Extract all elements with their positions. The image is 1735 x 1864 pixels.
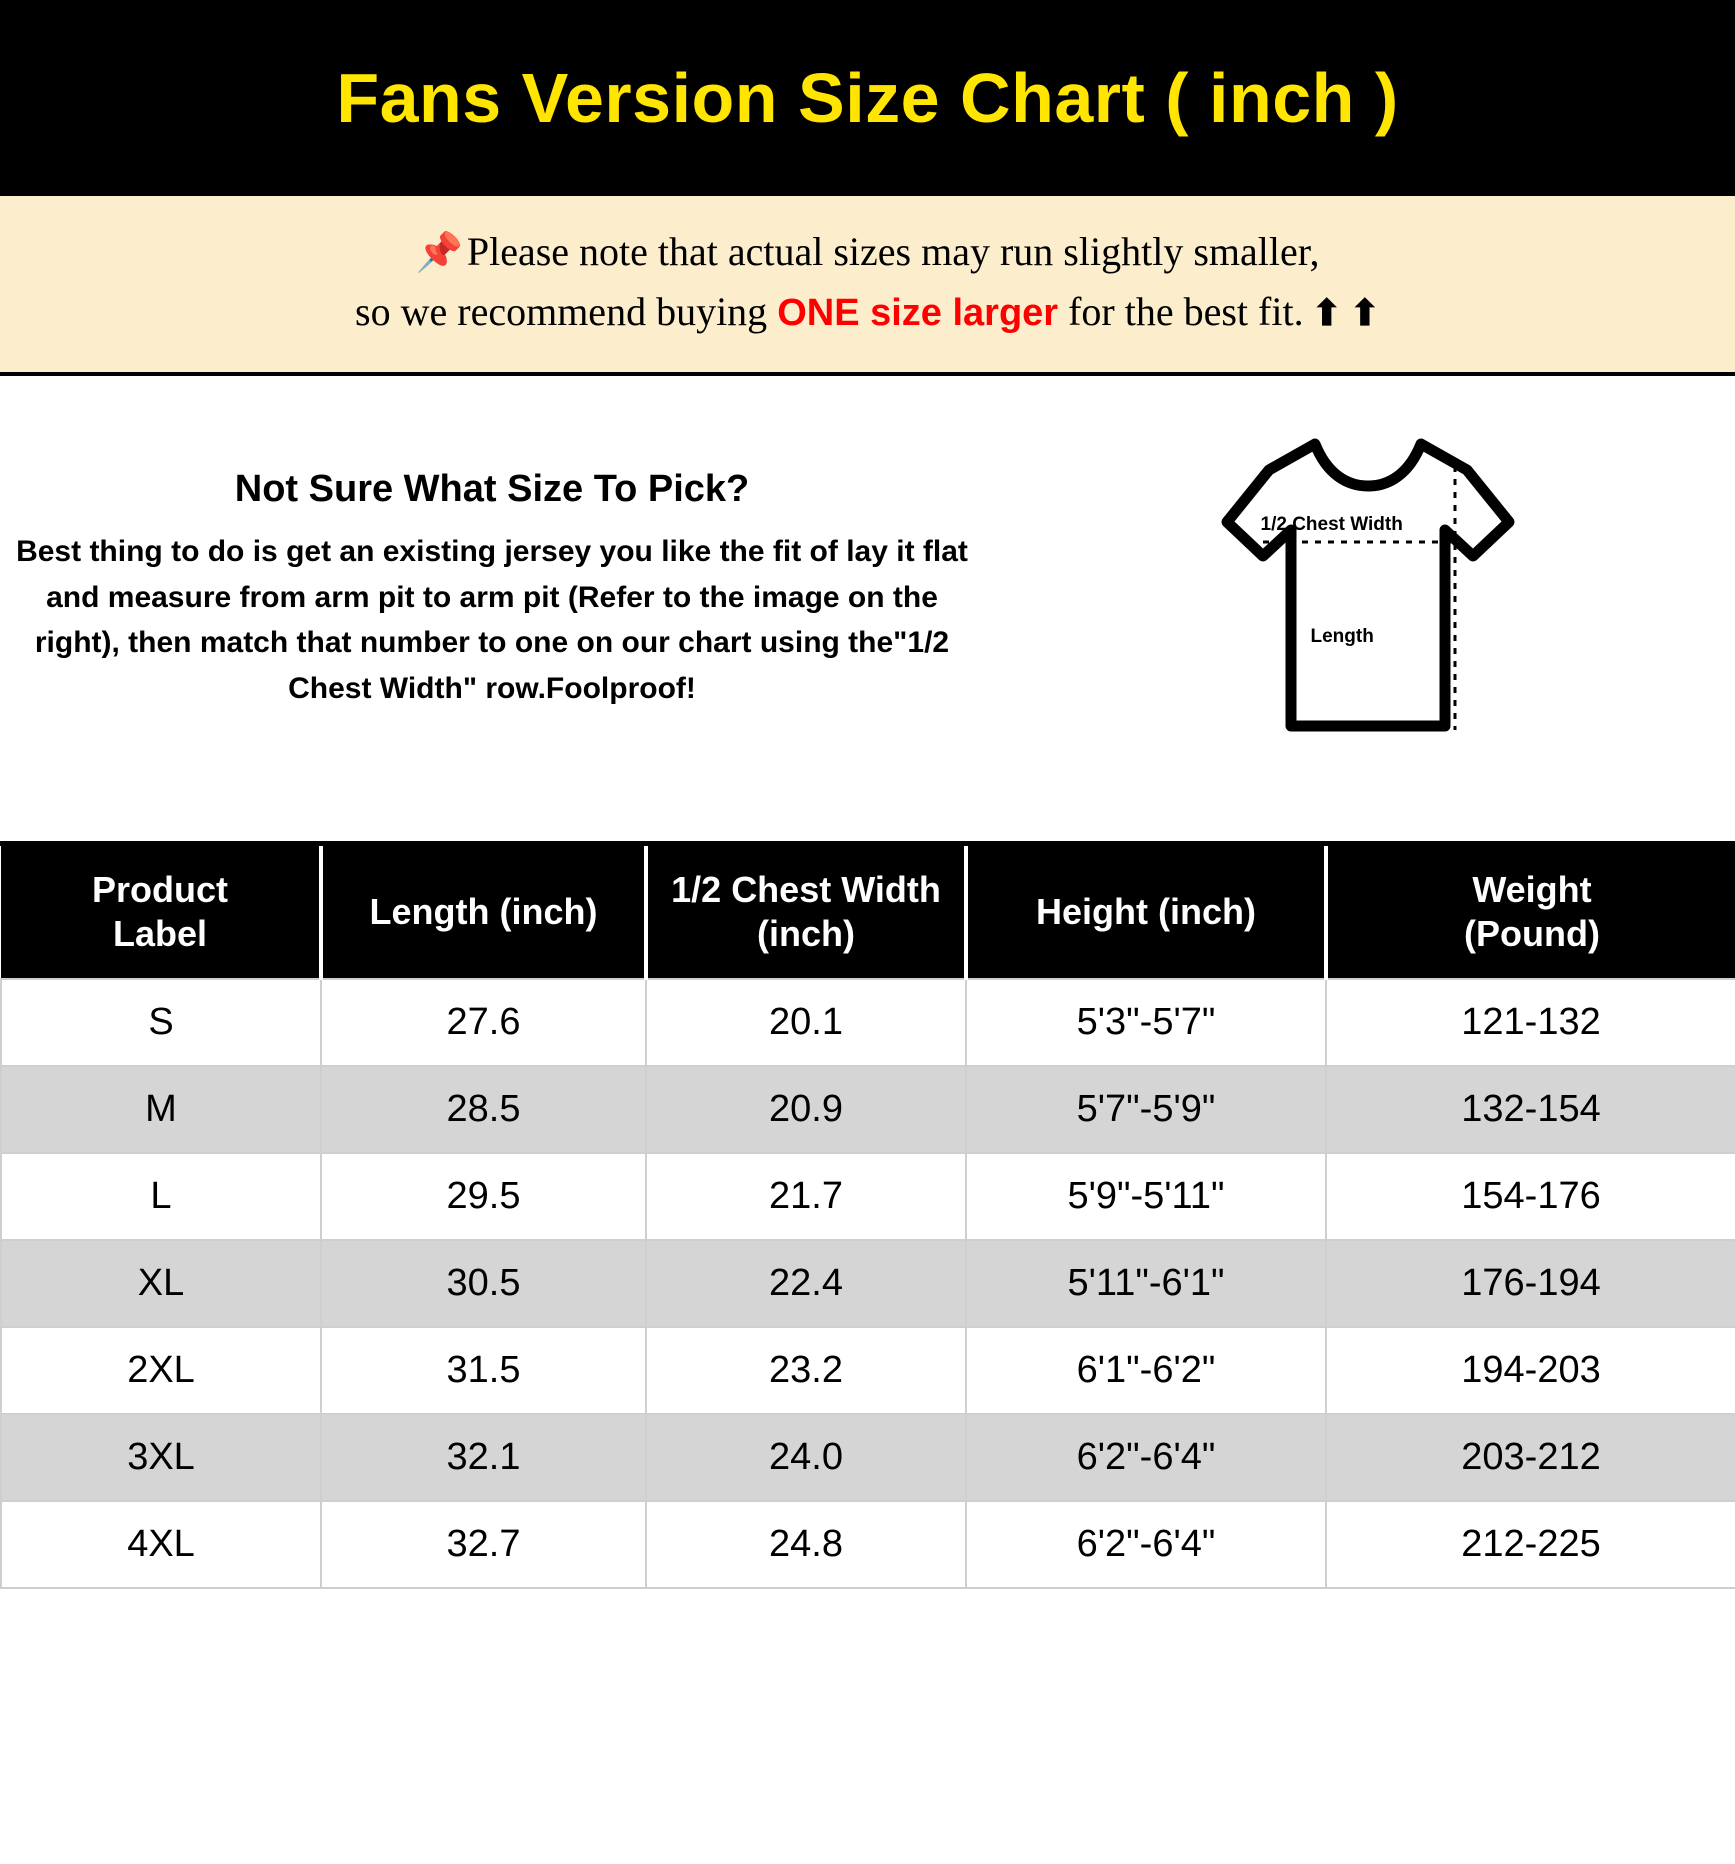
cell-length: 29.5: [321, 1153, 646, 1240]
cell-length: 28.5: [321, 1066, 646, 1153]
col-header-line: Weight: [1472, 869, 1592, 910]
col-header-length: [321, 846, 646, 979]
table-row: [1, 1066, 1735, 1153]
col-header-line: (inch): [757, 912, 855, 954]
cell-height: 6'2"-6'4": [966, 1501, 1326, 1588]
col-header-line: Height (inch): [1036, 890, 1256, 932]
tshirt-diagram: [1203, 430, 1533, 760]
cell-chest: 24.0: [646, 1414, 966, 1501]
cell-product-label: S: [1, 979, 321, 1066]
table-row: [1, 1501, 1735, 1588]
cell-product-label: M: [1, 1066, 321, 1153]
cell-product-label: 3XL: [1, 1414, 321, 1501]
note-line-2: [40, 282, 1695, 342]
note-band: [0, 196, 1735, 376]
table-row: [1, 1153, 1735, 1240]
length-label: Length: [1310, 626, 1374, 647]
col-header-line: (Pound): [1464, 912, 1600, 954]
info-heading: Not Sure What Size To Pick?: [234, 468, 750, 510]
cell-length: 32.7: [321, 1501, 646, 1588]
col-header-line: 1/2 Chest Width: [671, 869, 941, 910]
cell-height: 5'9"-5'11": [966, 1153, 1326, 1240]
cell-length: 31.5: [321, 1327, 646, 1414]
table-row: [1, 1240, 1735, 1327]
note-text-1: Please note that actual sizes may run slightly smaller,: [466, 229, 1320, 274]
arrow-up-icon-2: ⬆: [1349, 293, 1380, 333]
cell-length: 27.6: [321, 979, 646, 1066]
col-header-line: Product: [91, 869, 228, 910]
cell-weight: 176-194: [1326, 1240, 1735, 1327]
cell-height: 5'11"-6'1": [966, 1240, 1326, 1327]
table-header-row: [1, 846, 1735, 979]
cell-chest: 23.2: [646, 1327, 966, 1414]
info-area: [0, 376, 1735, 846]
cell-length: 32.1: [321, 1414, 646, 1501]
tshirt-icon: [1203, 430, 1533, 760]
col-header-chest-width: [646, 846, 966, 979]
info-body: Best thing to do is get an existing jersey you like the fit of lay it flat and measure from arm pit to arm pit (Refer to the image on the right), then match that number to one on our chart using the"1/2 Chest Width" row.Foolproof!: [16, 535, 968, 705]
cell-weight: 212-225: [1326, 1501, 1735, 1588]
col-header-line: Label: [112, 912, 208, 954]
table-row: [1, 979, 1735, 1066]
cell-chest: 20.9: [646, 1066, 966, 1153]
cell-height: 6'2"-6'4": [966, 1414, 1326, 1501]
cell-product-label: 2XL: [1, 1327, 321, 1414]
title-bar: [0, 0, 1735, 196]
cell-weight: 203-212: [1326, 1414, 1735, 1501]
col-header-height: [966, 846, 1326, 979]
cell-length: 30.5: [321, 1240, 646, 1327]
table-row: [1, 1327, 1735, 1414]
cell-weight: 194-203: [1326, 1327, 1735, 1414]
cell-chest: 22.4: [646, 1240, 966, 1327]
cell-product-label: XL: [1, 1240, 321, 1327]
chest-width-label: 1/2 Chest Width: [1260, 514, 1403, 535]
cell-product-label: 4XL: [1, 1501, 321, 1588]
cell-weight: 132-154: [1326, 1066, 1735, 1153]
table-row: [1, 1414, 1735, 1501]
cell-weight: 121-132: [1326, 979, 1735, 1066]
col-header-weight: [1326, 846, 1735, 979]
cell-chest: 20.1: [646, 979, 966, 1066]
cell-product-label: L: [1, 1153, 321, 1240]
diagram-area: [1000, 420, 1735, 760]
note-text-2a: so we recommend buying: [355, 289, 778, 334]
cell-chest: 21.7: [646, 1153, 966, 1240]
info-text-block: [0, 420, 1000, 711]
size-table: [0, 846, 1735, 1589]
note-emphasis: ONE size larger: [777, 292, 1059, 334]
note-text-2b: for the best fit.: [1058, 289, 1304, 334]
cell-height: 6'1"-6'2": [966, 1327, 1326, 1414]
pushpin-icon: 📌: [415, 232, 463, 274]
note-line-1: [40, 222, 1695, 282]
cell-height: 5'7"-5'9": [966, 1066, 1326, 1153]
cell-weight: 154-176: [1326, 1153, 1735, 1240]
col-header-product-label: [1, 846, 321, 979]
cell-height: 5'3"-5'7": [966, 979, 1326, 1066]
arrow-up-icon-1: ⬆: [1311, 293, 1342, 333]
cell-chest: 24.8: [646, 1501, 966, 1588]
col-header-line: Length (inch): [369, 890, 598, 932]
page-title: Fans Version Size Chart ( inch ): [336, 59, 1399, 137]
